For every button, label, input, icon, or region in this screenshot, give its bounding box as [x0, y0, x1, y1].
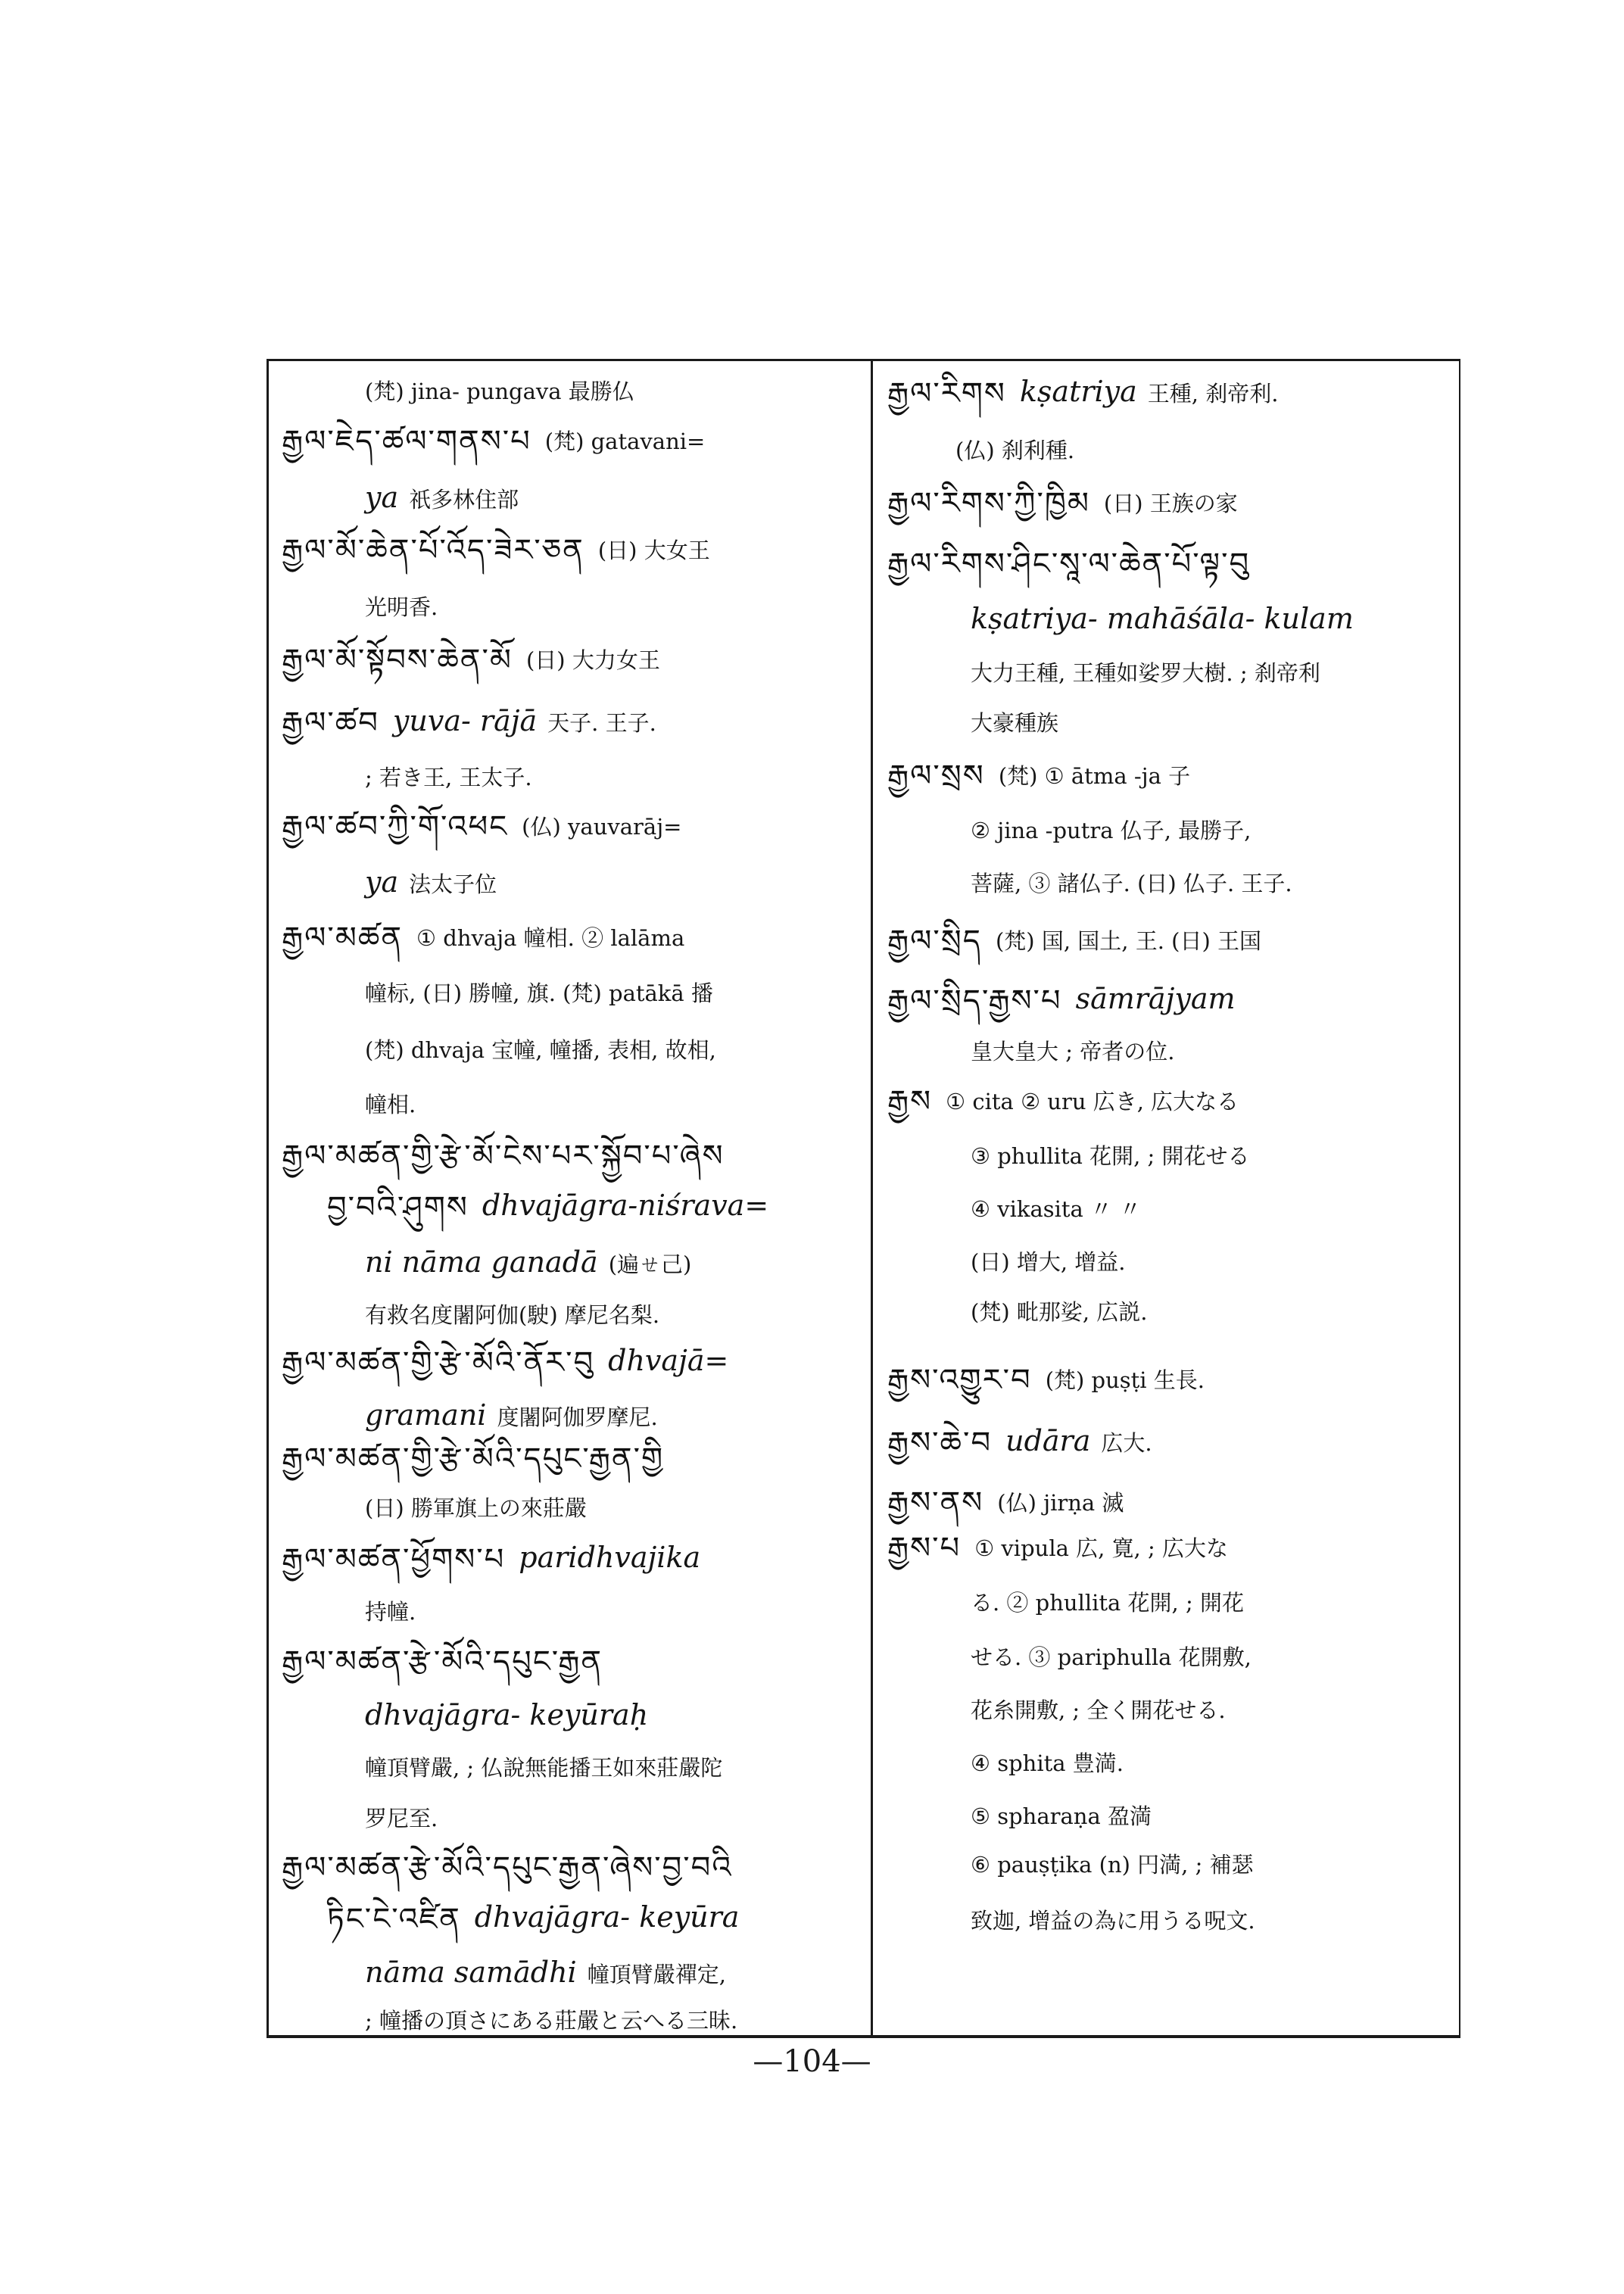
tibetan-headword: རྒྱས་ནས — [887, 1485, 984, 1520]
tibetan-headword: རྒྱལ་མཚན་ཕྱོགས་པ — [282, 1542, 506, 1577]
tibetan-headword: རྒྱལ་མཚན་གྱི་རྩེ་མོ་ངེས་པར་སྐྱོབ་པ་ཞེས — [282, 1139, 725, 1173]
entry-line — [282, 809, 682, 844]
translation-text: ④ sphita 豊満. — [971, 1750, 1124, 1776]
tibetan-headword: རྒྱས་ཆེ་བ — [887, 1426, 993, 1460]
entry-line — [327, 1189, 779, 1225]
column-divider — [871, 359, 873, 2038]
entry-line — [365, 979, 713, 1008]
entry-line — [282, 1344, 739, 1380]
romanized-term: sāmrājyam — [1075, 982, 1236, 1015]
entry-line — [365, 377, 634, 406]
entry-line — [971, 1850, 1254, 1879]
entry-line — [971, 1696, 1226, 1725]
entry-line — [887, 1084, 1239, 1119]
romanized-term: dhvajāgra- keyūraḥ — [365, 1698, 649, 1731]
translation-text: 光明香. — [365, 594, 438, 620]
translation-text: (仏) jirṇa 滅 — [997, 1490, 1124, 1516]
translation-text: (仏) 刹利種. — [955, 438, 1075, 463]
tibetan-headword: རྒྱས་འགྱུར་བ — [887, 1363, 1032, 1398]
entry-line — [887, 982, 1246, 1018]
entry-line — [971, 869, 1292, 898]
translation-text: ⑤ spharaṇa 盈満 — [971, 1803, 1152, 1829]
romanized-term: dhvajā= — [608, 1344, 729, 1377]
tibetan-headword: རྒྱལ་མཚན་རྩེ་མོའི་དཔུང་རྒྱན — [282, 1644, 603, 1679]
entry-line — [971, 1802, 1152, 1831]
tibetan-headword: རྒྱལ་ཚབ་ཀྱི་གོ་འཕང — [282, 809, 509, 844]
entry-line — [365, 1958, 726, 1989]
entry-line — [971, 816, 1251, 845]
entry-line — [365, 1090, 416, 1119]
translation-text: 致迦, 增益の為に用うる呪文. — [971, 1908, 1255, 1934]
entry-line — [365, 1036, 716, 1064]
translation-text: (日) 勝軍旗上の來莊嚴 — [365, 1495, 587, 1521]
tibetan-headword: རྒྱལ་མཚན — [282, 921, 404, 955]
entry-line — [887, 375, 1279, 411]
translation-text: 持幢. — [365, 1599, 416, 1625]
translation-text: (日) 王族の家 — [1103, 491, 1238, 516]
translation-text: 幢相. — [365, 1092, 416, 1117]
romanized-term: nāma samādhi — [365, 1956, 577, 1989]
romanized-term: kṣatriya — [1019, 375, 1137, 408]
tibetan-headword: རྒྱལ་སྲས — [887, 759, 985, 793]
entry-line — [887, 486, 1238, 521]
entry-line — [282, 643, 660, 678]
entry-line — [282, 1541, 711, 1577]
entry-line — [282, 1139, 738, 1173]
romanized-term: udāra — [1005, 1424, 1091, 1457]
tibetan-headword: རྒྱལ་ཇེད་ཚལ་གནས་པ — [282, 424, 531, 459]
tibetan-headword: རྒྱལ་རིགས་ཀྱི་ཁྱིམ — [887, 486, 1090, 521]
translation-text: 花糸開敷, ; 全く開花せる. — [971, 1697, 1226, 1723]
translation-text: ; 幢播の頂さにある莊嚴と云へる三昧. — [365, 2008, 738, 2034]
entry-line — [971, 1643, 1252, 1672]
tibetan-headword: རྒྱས — [887, 1084, 933, 1119]
tibetan-headword: རྒྱལ་མཚན་གྱི་རྩེ་མོའི་ནོར་བུ — [282, 1345, 595, 1380]
romanized-term: kṣatriya- mahāśāla- kulam — [971, 602, 1354, 635]
translation-text: せる. ③ pariphulla 花開敷, — [971, 1644, 1252, 1670]
tibetan-headword: རྒྱལ་སྲིད་རྒྱས་པ — [887, 983, 1062, 1018]
entry-line — [365, 483, 519, 514]
translation-text: (梵) 毗那娑, 広説. — [971, 1299, 1148, 1325]
entry-line — [971, 1906, 1255, 1935]
entry-line — [282, 533, 710, 568]
entry-line — [282, 921, 685, 955]
entry-line — [365, 1301, 659, 1329]
entry-line — [971, 1749, 1124, 1778]
romanized-term: ni nāma ganadā — [365, 1245, 598, 1279]
tibetan-headword: ཏིང་ངེ་འཛིན — [327, 1902, 461, 1937]
tibetan-headword: རྒྱས་པ — [887, 1531, 962, 1566]
translation-text: (梵) gatavani= — [544, 429, 706, 454]
translation-text: (梵) 国, 国土, 王. (日) 王国 — [995, 928, 1261, 954]
translation-text: 幢頂臂嚴, ; 仏說無能播王如來莊嚴陀 — [365, 1755, 723, 1781]
translation-text: 法太子位 — [409, 871, 497, 897]
tibetan-headword: རྒྱལ་རིགས — [887, 376, 1006, 411]
entry-line — [282, 1850, 747, 1885]
translation-text: 王種, 刹帝利. — [1147, 381, 1279, 407]
translation-text: ; 若き王, 王太子. — [365, 765, 532, 790]
translation-text: 皇大皇大 ; 帝者の位. — [971, 1039, 1175, 1064]
entry-line — [971, 709, 1058, 737]
translation-text: (梵) jina- pungava 最勝仏 — [365, 379, 634, 404]
romanized-term: ya — [365, 865, 399, 899]
translation-text: 広大. — [1101, 1430, 1152, 1456]
entry-line — [971, 1298, 1148, 1326]
translation-text: ④ vikasita 〃 〃 — [971, 1196, 1142, 1222]
translation-text: ① dhvaja 幢相. ② lalāma — [416, 925, 685, 951]
entry-line — [887, 1485, 1124, 1520]
entry-line — [365, 1700, 659, 1731]
romanized-term: dhvajāgra- keyūra — [474, 1900, 740, 1934]
entry-line — [365, 865, 497, 899]
translation-text: 祇多林住部 — [409, 487, 519, 513]
entry-line — [887, 924, 1261, 958]
translation-text: (日) 大女王 — [597, 538, 710, 563]
translation-text: る. ② phullita 花開, ; 開花 — [971, 1590, 1244, 1616]
tibetan-headword: རྒྱལ་རིགས་ཤིང་སཱ་ལ་ཆེན་པོ་ལྟ་བུ — [887, 547, 1251, 581]
entry-line — [282, 424, 706, 459]
entry-line — [282, 1442, 678, 1476]
tibetan-headword: རྒྱལ་ཚབ — [282, 706, 379, 740]
entry-line — [887, 759, 1191, 793]
entry-line — [365, 1753, 722, 1782]
page-number: —104— — [753, 2044, 871, 2079]
translation-text: ② jina -putra 仏子, 最勝子, — [971, 818, 1252, 843]
entry-line — [282, 704, 656, 740]
translation-text: (日) 增大, 增益. — [971, 1249, 1126, 1275]
translation-text: 菩薩, ③ 諸仏子. (日) 仏子. 王子. — [971, 871, 1292, 896]
entry-line — [971, 604, 1364, 635]
entry-line — [887, 547, 1264, 581]
entry-line — [971, 1195, 1141, 1223]
entry-line — [282, 1644, 616, 1679]
entry-line — [365, 1494, 587, 1523]
translation-text: 罗尼至. — [365, 1806, 438, 1831]
translation-text: 幢标, (日) 勝幢, 旗. (梵) patākā 播 — [365, 980, 713, 1006]
entry-line — [955, 436, 1074, 465]
entry-line — [971, 1248, 1126, 1276]
translation-text: 大力王種, 王種如娑罗大樹. ; 刹帝利 — [971, 660, 1320, 686]
entry-line — [365, 2006, 737, 2035]
entry-line — [327, 1900, 750, 1937]
entry-line — [887, 1531, 1228, 1566]
translation-text: (遍ㄝ己) — [608, 1251, 692, 1277]
translation-text: (仏) yauvarāj= — [522, 814, 682, 840]
entry-line — [365, 1398, 658, 1432]
entry-line — [971, 1588, 1244, 1617]
translation-text: ① cita ② uru 広き, 広大なる — [946, 1089, 1239, 1114]
tibetan-headword: བྱ་བའི་ཤུགས — [327, 1190, 469, 1225]
translation-text: 天子. 王子. — [547, 710, 656, 736]
translation-text: ① vipula 広, 寛, ; 広大な — [974, 1535, 1228, 1561]
translation-text: 大豪種族 — [971, 710, 1059, 736]
entry-line — [365, 1804, 438, 1833]
tibetan-headword: རྒྱལ་མཚན་རྩེ་མོའི་དཔུང་རྒྱན་ཞེས་བྱ་བའི — [282, 1850, 733, 1885]
entry-line — [365, 1597, 416, 1626]
entry-line — [887, 1424, 1152, 1460]
translation-text: (梵) dhvaja 宝幢, 幢播, 表相, 故相, — [365, 1037, 716, 1063]
entry-line — [365, 763, 532, 792]
entry-line — [365, 593, 438, 622]
romanized-term: paridhvajika — [519, 1541, 701, 1574]
tibetan-headword: རྒྱལ་མོ་སྟོབས་ཆེན་མོ — [282, 643, 513, 678]
translation-text: ⑥ pauṣṭika (n) 円満, ; 補瑟 — [971, 1852, 1254, 1878]
tibetan-headword: རྒྱལ་མཚན་གྱི་རྩེ་མོའི་དཔུང་རྒྱན་གྱི — [282, 1442, 665, 1476]
translation-text: (梵) puṣṭi 生長. — [1045, 1367, 1205, 1393]
romanized-term: yuva- rājā — [392, 704, 538, 737]
romanized-term: dhvajāgra-niśrava= — [482, 1189, 769, 1222]
entry-line — [971, 1142, 1250, 1170]
translation-text: 幢頂臂嚴禪定, — [587, 1962, 726, 1987]
tibetan-headword: རྒྱལ་མོ་ཆེན་པོ་འོད་ཟེར་ཅན — [282, 533, 584, 568]
entry-line — [365, 1245, 692, 1279]
translation-text: ③ phullita 花開, ; 開花せる — [971, 1143, 1250, 1169]
entry-line — [971, 1037, 1174, 1066]
translation-text: 度闍阿伽罗摩尼. — [497, 1404, 658, 1430]
translation-text: 有救名度闍阿伽(駛) 摩尼名梨. — [365, 1302, 660, 1328]
romanized-term: gramani — [365, 1398, 487, 1432]
entry-line — [971, 659, 1320, 687]
translation-text: (梵) ① ātma -ja 子 — [998, 763, 1191, 789]
romanized-term: ya — [365, 481, 399, 514]
entry-line — [887, 1363, 1205, 1398]
tibetan-headword: རྒྱལ་སྲིད — [887, 924, 982, 958]
translation-text: (日) 大力女王 — [525, 647, 660, 673]
